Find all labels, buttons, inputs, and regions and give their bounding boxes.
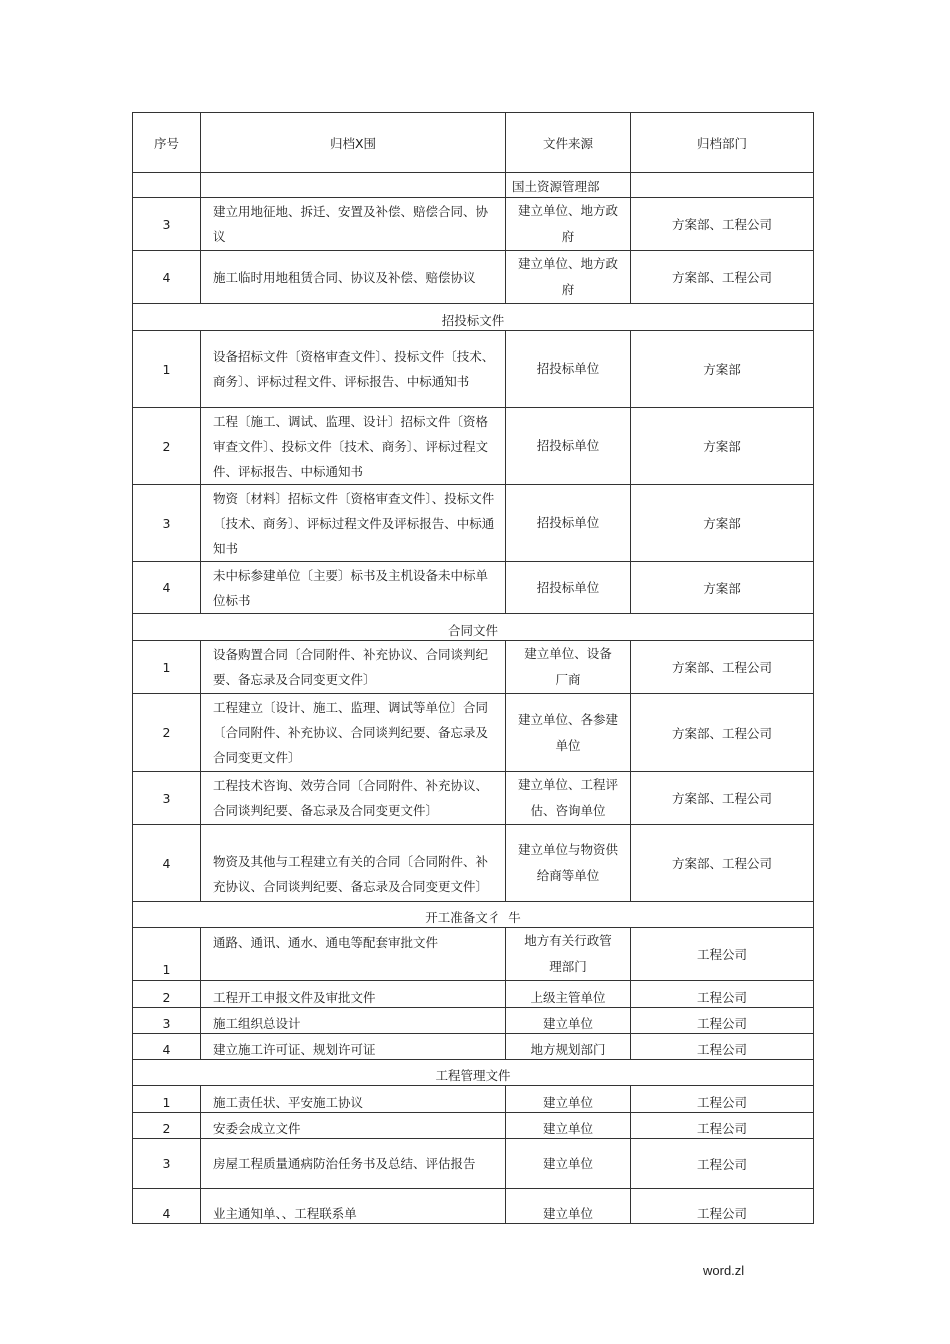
row-no: 1 xyxy=(133,331,201,408)
row-no: 4 xyxy=(133,825,201,902)
header-dept: 归档部门 xyxy=(631,113,814,173)
dept-cell: 方案部 xyxy=(631,485,814,562)
table-row xyxy=(133,251,814,304)
scope-cell: 工程开工申报文件及审批文件 xyxy=(201,981,506,1008)
row-no: 2 xyxy=(133,981,201,1008)
row-no: 3 xyxy=(133,485,201,562)
header-no: 序号 xyxy=(133,113,201,173)
source-cell: 建立单位、设备 厂商 xyxy=(506,641,631,694)
source-cell: 建立单位 xyxy=(506,1008,631,1034)
source-cell: 招投标单位 xyxy=(506,562,631,614)
dept-cell: 方案部、工程公司 xyxy=(631,772,814,825)
table-row xyxy=(133,1139,814,1189)
dept-cell: 方案部 xyxy=(631,408,814,485)
row-no: 2 xyxy=(133,694,201,772)
row-no: 1 xyxy=(133,641,201,694)
dept-cell: 工程公司 xyxy=(631,1113,814,1139)
scope-cell: 安委会成立文件 xyxy=(201,1113,506,1139)
table-row xyxy=(133,641,814,694)
scope-cell: 工程〔施工、调试、监理、设计〕招标文件〔资格审查文件〕、投标文件〔技术、商务〕、评标过程文件、评标报告、中标通知书 xyxy=(201,408,506,485)
row-no: 4 xyxy=(133,1034,201,1060)
source-cell: 建立单位、地方政 府 xyxy=(506,251,631,304)
scope-cell: 房屋工程质量通病防治任务书及总结、评估报告 xyxy=(201,1139,506,1189)
scope-cell: 未中标参建单位〔主要〕标书及主机设备未中标单位标书 xyxy=(201,562,506,614)
table-header-row xyxy=(133,113,814,173)
row-no: 2 xyxy=(133,1113,201,1139)
row-no: 1 xyxy=(133,928,201,981)
scope-cell: 通路、通讯、通水、通电等配套审批文件 xyxy=(201,928,506,981)
row-no: 4 xyxy=(133,251,201,304)
source-cell: 建立单位 xyxy=(506,1113,631,1139)
scope-cell: 设备招标文件〔资格审查文件〕、投标文件〔技术、商务〕、评标过程文件、评标报告、中标通知书 xyxy=(201,331,506,408)
scope-cell: 建立施工许可证、规划许可证 xyxy=(201,1034,506,1060)
dept-cell: 方案部 xyxy=(631,331,814,408)
source-cell: 建立单位 xyxy=(506,1139,631,1189)
scope-cell: 施工临时用地租赁合同、协议及补偿、赔偿协议 xyxy=(201,251,506,304)
dept-cell: 工程公司 xyxy=(631,1189,814,1224)
dept-cell: 方案部、工程公司 xyxy=(631,694,814,772)
table-row xyxy=(133,1034,814,1060)
scope-cell: 设备购置合同〔合同附件、补充协议、合同谈判纪要、备忘录及合同变更文件〕 xyxy=(201,641,506,694)
section-row xyxy=(133,902,814,928)
section-title-mgmt: 工程管理文件 xyxy=(133,1060,814,1086)
dept-cell: 工程公司 xyxy=(631,981,814,1008)
scope-cell: 施工组织总设计 xyxy=(201,1008,506,1034)
table-row xyxy=(133,772,814,825)
row-no: 3 xyxy=(133,772,201,825)
row-no: 3 xyxy=(133,1008,201,1034)
row-no: 2 xyxy=(133,408,201,485)
source-cell: 地方有关行政管 理部门 xyxy=(506,928,631,981)
dept-cell: 工程公司 xyxy=(631,928,814,981)
row-no: 1 xyxy=(133,1086,201,1113)
scope-cell: 业主通知单、、工程联系单 xyxy=(201,1189,506,1224)
table-row xyxy=(133,198,814,251)
archive-table xyxy=(132,112,814,1224)
scope-cell: 施工责任状、平安施工协议 xyxy=(201,1086,506,1113)
scope-cell: 建立用地征地、拆迁、安置及补偿、赔偿合同、协议 xyxy=(201,198,506,251)
dept-cell: 工程公司 xyxy=(631,1139,814,1189)
section-title-bidding: 招投标文件 xyxy=(133,304,814,331)
source-cell: 国土资源管理部 xyxy=(506,173,631,198)
table-row xyxy=(133,1113,814,1139)
table-row xyxy=(133,981,814,1008)
source-cell: 建立单位 xyxy=(506,1189,631,1224)
table-row xyxy=(133,1086,814,1113)
table-row xyxy=(133,1008,814,1034)
source-cell: 上级主管单位 xyxy=(506,981,631,1008)
row-no: 3 xyxy=(133,198,201,251)
source-cell: 招投标单位 xyxy=(506,331,631,408)
table-row xyxy=(133,825,814,902)
section-row xyxy=(133,1060,814,1086)
table-row xyxy=(133,485,814,562)
table-row xyxy=(133,928,814,981)
source-cell: 建立单位与物资供 给商等单位 xyxy=(506,825,631,902)
row-no: 4 xyxy=(133,562,201,614)
dept-cell: 工程公司 xyxy=(631,1086,814,1113)
dept-cell: 方案部、工程公司 xyxy=(631,825,814,902)
table-row xyxy=(133,694,814,772)
section-row xyxy=(133,304,814,331)
source-cell: 招投标单位 xyxy=(506,485,631,562)
page-footer: word.zl xyxy=(703,1263,745,1278)
dept-cell: 方案部、工程公司 xyxy=(631,641,814,694)
table-row xyxy=(133,1189,814,1224)
row-no: 4 xyxy=(133,1189,201,1224)
source-cell: 建立单位、各参建 单位 xyxy=(506,694,631,772)
dept-cell: 方案部、工程公司 xyxy=(631,251,814,304)
source-cell: 建立单位、工程评 估、咨询单位 xyxy=(506,772,631,825)
table-row xyxy=(133,173,814,198)
section-title-contract: 合同文件 xyxy=(133,614,814,641)
scope-cell: 物资〔材料〕招标文件〔资格审查文件〕、投标文件〔技术、商务〕、评标过程文件及评标报告、中标通知书 xyxy=(201,485,506,562)
source-cell: 地方规划部门 xyxy=(506,1034,631,1060)
table-row xyxy=(133,408,814,485)
scope-cell: 工程建立〔设计、施工、监理、调试等单位〕合同〔合同附件、补充协议、合同谈判纪要、备忘录及合同变更文件〕 xyxy=(201,694,506,772)
dept-cell: 方案部、工程公司 xyxy=(631,198,814,251)
header-scope: 归档X围 xyxy=(201,113,506,173)
source-cell: 建立单位 xyxy=(506,1086,631,1113)
scope-cell: 工程技术咨询、效劳合同〔合同附件、补充协议、合同谈判纪要、备忘录及合同变更文件〕 xyxy=(201,772,506,825)
dept-cell: 工程公司 xyxy=(631,1008,814,1034)
section-row xyxy=(133,614,814,641)
scope-cell: 物资及其他与工程建立有关的合同〔合同附件、补充协议、合同谈判纪要、备忘录及合同变更文件〕 xyxy=(201,825,506,902)
dept-cell: 工程公司 xyxy=(631,1034,814,1060)
row-no: 3 xyxy=(133,1139,201,1189)
dept-cell: 方案部 xyxy=(631,562,814,614)
source-cell: 招投标单位 xyxy=(506,408,631,485)
header-source: 文件来源 xyxy=(506,113,631,173)
section-title-prep: 开工准备文彳 牛 xyxy=(133,902,814,928)
source-cell: 建立单位、地方政 府 xyxy=(506,198,631,251)
table-row xyxy=(133,562,814,614)
table-row xyxy=(133,331,814,408)
